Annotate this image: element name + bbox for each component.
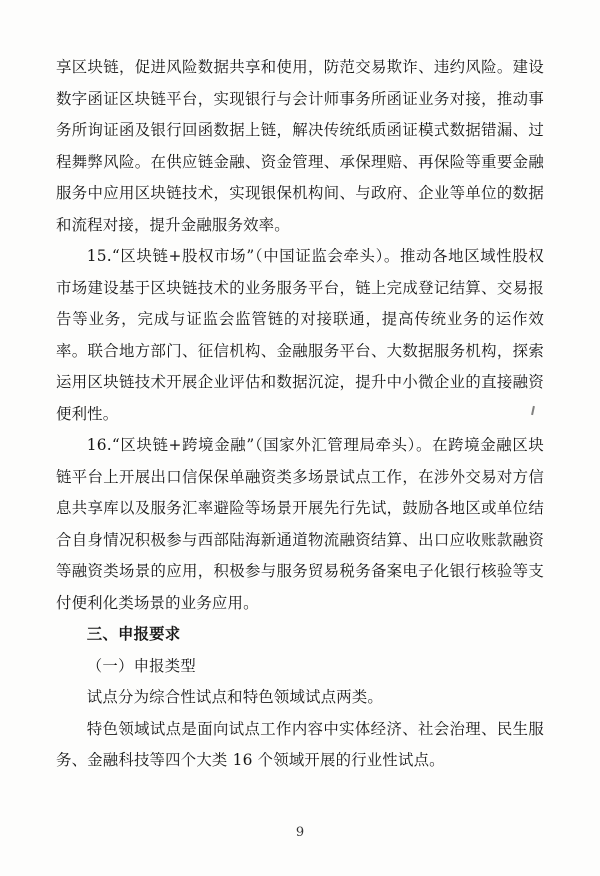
page-number: 9 bbox=[295, 825, 305, 840]
section-heading-three: 三、申报要求 bbox=[86, 625, 181, 643]
paragraph-item-16: 16.“区块链+跨境金融”（国家外汇管理局牵头）。在跨境金融区块链平台上开展出口信保保单融资类多场景试点工作，在涉外交易对方信息共享库以及服务汇率避险等场景开展先行先试，鼓励各地区或单位结合自身情况积极参与西部陆海新通道物流融资结算、出口应收账款融资等融资类场景的应用，积极参与服务贸易税务备案电子化银行核验等支付便利化类场景的业务应用。 bbox=[56, 436, 544, 612]
subsection-heading-one: （一）申报类型 bbox=[86, 656, 196, 675]
paragraph-pilot-types: 试点分为综合性试点和特色领域试点两类。 bbox=[86, 688, 384, 706]
paragraph-continued: 享区块链，促进风险数据共享和使用，防范交易欺诈、违约风险。建设数字函证区块链平台，实现银行与会计师事务所函证业务对接，推动事务所询证函及银行回函数据上链，解决传统纸质函证模式数据错漏、过程舞弊风险。在供应链金融、资金管理、承保理赔、再保险等重要金融服务中应用区块链技术，实现银保机构间、与政府、企业等单位的数据和流程对接，提升金融服务效率。 bbox=[56, 58, 544, 234]
paragraph-item-15: 15.“区块链+股权市场”（中国证监会牵头）。推动各地区域性股权市场建设基于区块链技术的业务服务平台，链上完成登记结算、交易报告等业务，完成与证监会监管链的对接联通，提高传统业务的运作效率。联合地方部门、征信机构、金融服务平台、大数据服务机构，探索运用区块链技术开展企业评估和数据沉淀，提升中小微企业的直接融资便利性。 bbox=[56, 247, 544, 423]
paragraph-pilot-types-detail: 特色领域试点是面向试点工作内容中实体经济、社会治理、民生服务、金融科技等四个大类 16 个领域开展的行业性试点。 bbox=[56, 719, 544, 769]
document-body bbox=[56, 52, 544, 777]
